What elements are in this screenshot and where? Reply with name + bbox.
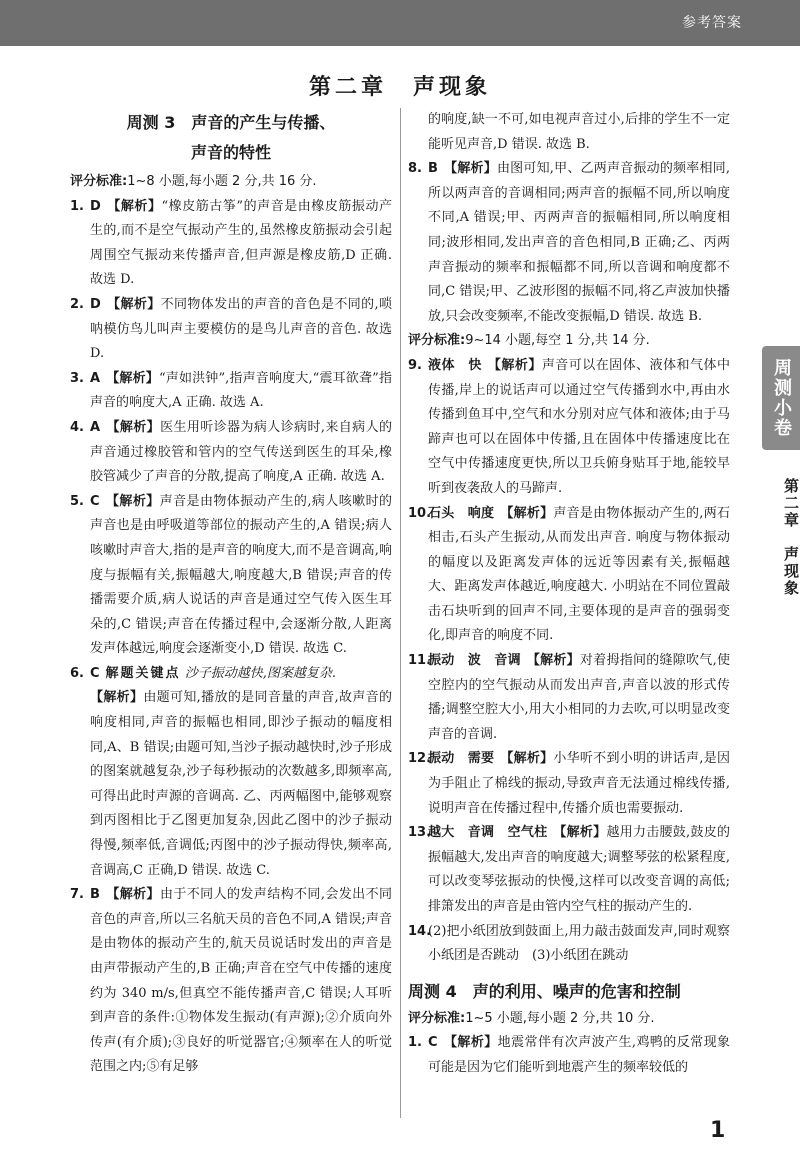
right-column xyxy=(408,108,730,1081)
answer-item: 6. C 解题关键点 沙子振动越快,图案越复杂. 【解析】由题可知,播放的是同音量的声音,故声音的响度相同,声音的振幅也相同,即沙子振动的幅度相同,A、B 错误;由题可知,当沙子振动越快时,沙子形成的图案就越复杂,沙子每秒振动的次数越多,即频率高,可得出此时声源的音调高. 乙、丙两幅图中,能够观察到丙图相比于乙图更加复杂,因此乙图中的沙子振动得慢,频率低,音调低;丙图中的沙子振动得快,频率高,音调高,C 正确,D 错误. 故选 C. xyxy=(70,665,392,878)
scoring-standard: 评分标准:1~5 小题,每小题 2 分,共 10 分. xyxy=(408,1010,655,1026)
top-bar xyxy=(0,0,800,46)
answer-item: 2. D 【解析】不同物体发出的声音的音色是不同的,唢呐模仿鸟儿叫声主要模仿的是鸟儿声音的音色. 故选 D. xyxy=(70,296,392,362)
answer-item: 13. 越大 音调 空气柱 【解析】越用力击腰鼓,鼓皮的振幅越大,发出声音的响度越大;调整琴弦的松紧程度,可以改变琴弦振动的快慢,这样可以改变音调的高低;排箫发出的声音是由管内空气柱的振动产生的. xyxy=(408,825,730,914)
continued-text: 的响度,缺一不可,如电视声音过小,后排的学生不一定能听见声音,D 错误. 故选 B. xyxy=(428,112,730,152)
section-title: 周测 3 声音的产生与传播、 xyxy=(126,113,336,132)
left-column xyxy=(70,108,392,1080)
answer-item: 1. C 【解析】地震常伴有次声波产生,鸡鸭的反常现象可能是因为它们能听到地震产生的频率较低的 xyxy=(408,1035,730,1075)
side-chapter-label: 第二章 声现象 xyxy=(782,478,800,597)
answer-item: 3. A 【解析】“声如洪钟”,指声音响度大,“震耳欲聋”指声音的响度大,A 正确. 故选 A. xyxy=(70,370,392,411)
answer-item: 11. 振动 波 音调 【解析】对着拇指间的缝隙吹气,使空腔内的空气振动从而发出声音,声音以波的形式传播;调整空腔大小,用大小相同的力去吹,可以明显改变声音的音调. xyxy=(408,653,730,742)
scoring-standard: 评分标准:9~14 小题,每空 1 分,共 14 分. xyxy=(408,333,650,349)
answer-item: 14. (2)把小纸团放到鼓面上,用力敲击鼓面发声,同时观察小纸团是否跳动 (3)小纸团在跳动 xyxy=(408,923,730,964)
answer-item: 5. C 【解析】声音是由物体振动产生的,病人咳嗽时的声音也是由呼吸道等部位的振动产生的,A 错误;病人咳嗽时声音大,指的是声音的响度大,而不是音调高,响度与振幅有关,振幅越大,响度越大,B 错误;声音的传播需要介质,病人说话的声音是通过空气传入医生耳朵的,C 错误;声音在传播过程中,会逐渐分散,人距离发声体越远,响度会逐渐变小,D 错误. 故选 C. xyxy=(70,493,392,657)
answer-item: 8. B 【解析】由图可知,甲、乙两声音振动的频率相同,所以两声音的音调相同;两声音的振幅不同,所以响度不同,A 错误;甲、丙两声音的振幅相同,所以响度相同;波形相同,发出声音的音色相同,B 正确;乙、丙两声音振动的频率和振幅都不同,所以音调和响度都不同,C 错误;甲、乙波形图的振幅不同,将乙声波加快播放,只会改变频率,不能改变振幅,D 错误. 故选 B. xyxy=(408,161,730,324)
chapter-title: 第二章 声现象 xyxy=(308,75,491,100)
header-label: 参考答案 xyxy=(682,15,742,31)
answer-item: 12. 振动 需要 【解析】小华听不到小明的讲话声,是因为手阻止了棉线的振动,导致声音无法通过棉线传播,说明声音在传播过程中,传播介质也需要振动. xyxy=(408,751,730,816)
column-divider xyxy=(400,108,401,1118)
side-tab-weekly-test[interactable]: 周测小卷 xyxy=(762,346,800,450)
page-number: 1 xyxy=(710,1118,726,1143)
section-title: 周测 4 声的利用、噪声的危害和控制 xyxy=(408,981,681,1001)
key-point-note: 沙子振动越快,图案越复杂. xyxy=(184,665,336,681)
section-subtitle: 声音的特性 xyxy=(190,143,271,162)
answer-item: 4. A 【解析】医生用听诊器为病人诊病时,来自病人的声音通过橡胶管和管内的空气传送到医生的耳朵,橡胶管减少了声音的分散,提高了响度,A 正确. 故选 A. xyxy=(70,419,392,485)
answer-item: 1. D 【解析】“橡皮筋古筝”的声音是由橡皮筋振动产生的,而不是空气振动产生的,虽然橡皮筋振动会引起周围空气振动来传播声音,但声源是橡皮筋,D 正确. 故选 D. xyxy=(70,198,392,288)
key-point-label: 解题关键点 xyxy=(105,665,181,681)
scoring-standard: 评分标准:1~8 小题,每小题 2 分,共 16 分. xyxy=(70,174,317,189)
answer-item: 7. B 【解析】由于不同人的发声结构不同,会发出不同音色的声音,所以三名航天员的音色不同,A 错误;声音是由物体的振动产生的,航天员说话时发出的声音是由声带振动产生的,B 正确;声音在空气中传播的速度约为 340 m/s,但真空不能传播声音,C 错误;人耳听到声音的条件:①物体发生振动(有声源);②介质向外传声(有介质);③良好的听觉器官;④频率在人的听觉范围之内;⑤有足够 xyxy=(70,887,392,1075)
answer-item: 9. 液体 快 【解析】声音可以在固体、液体和气体中传播,岸上的说话声可以通过空气传播到水中,再由水传播到鱼耳中,空气和水分别对应气体和液体;由于马蹄声也可以在固体中传播,且在固体中传播速度比在空气中传播速度更快,所以卫兵俯身贴耳于地,能较早听到夜袭敌人的马蹄声. xyxy=(408,357,730,496)
answer-item: 10. 石头 响度 【解析】声音是由物体振动产生的,两石相击,石头产生振动,从而发出声音. 响度与物体振动的幅度以及距离发声体的远近等因素有关,振幅越大、距离发声体越近,响度越大. 小明站在不同位置敲击石块听到的回声不同,主要体现的是声音的强弱变化,即声音的响度不同. xyxy=(408,505,730,644)
